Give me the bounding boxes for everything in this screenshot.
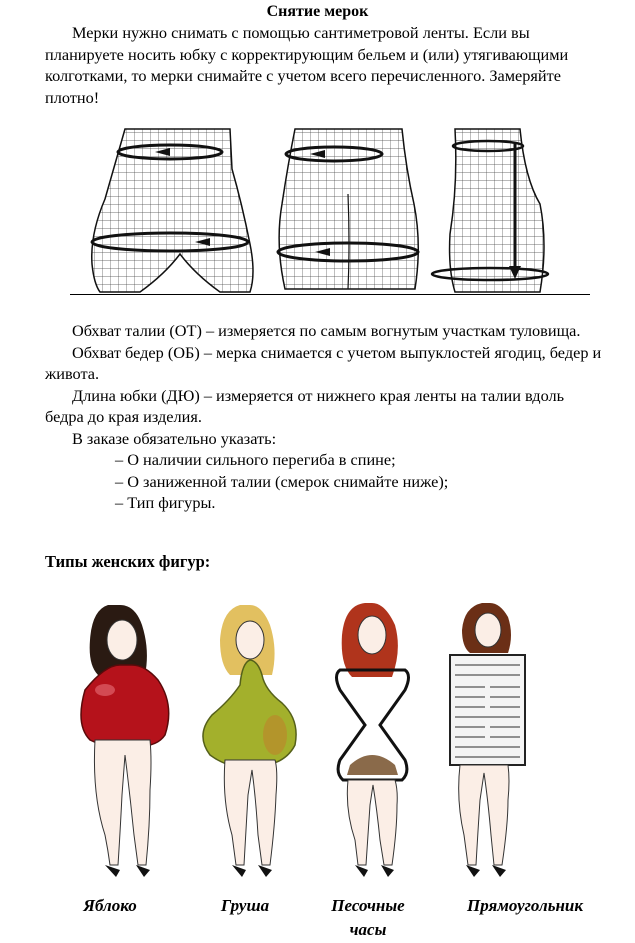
divider-line xyxy=(70,294,590,295)
apple-figure xyxy=(81,605,169,877)
caption-hourglass: Песочные часы xyxy=(331,896,405,939)
caption-apple: Яблоко xyxy=(83,896,137,915)
back-view-figure xyxy=(278,129,418,289)
order-item: – О заниженной талии (смерок снимайте ниже); xyxy=(115,471,449,491)
rectangle-figure xyxy=(450,603,525,877)
figure-types-heading: Типы женских фигур: xyxy=(45,552,211,571)
pear-figure xyxy=(203,605,296,877)
page-title: Снятие мерок xyxy=(266,3,369,20)
front-view-figure xyxy=(92,129,253,292)
caption-pear: Груша xyxy=(220,896,270,915)
intro-paragraph: Мерки нужно снимать с помощью сантиметровой ленты. Если вы планируете носить юбку с корректирующим бельем и (или) утягивающими колготками, то мерки снимайте с учетом всего перечисленного. Замеряйте плотно! xyxy=(45,23,569,107)
side-view-figure xyxy=(432,129,548,292)
order-item: – Тип фигуры. xyxy=(115,493,216,512)
hourglass-figure xyxy=(337,603,409,877)
measurement-illustrations xyxy=(70,124,590,296)
figure-types-illustration xyxy=(50,595,610,895)
measurement-instructions xyxy=(45,320,605,514)
order-note: В заказе обязательно указать: xyxy=(72,428,277,448)
order-item: – О наличии сильного перегиба в спине; xyxy=(115,450,396,469)
caption-rectangle: Прямоугольник xyxy=(467,896,583,915)
intro-block xyxy=(45,22,590,108)
measure-skirt-length: Длина юбки (ДЮ) – измеряется от нижнего края ленты на талии вдоль бедра до края изделия. xyxy=(45,385,565,426)
measure-waist: Обхват талии (ОТ) – измеряется по самым вогнутым участкам туловища. xyxy=(72,321,581,340)
measure-hips: Обхват бедер (ОБ) – мерка снимается с учетом выпуклостей ягодиц, бедер и живота. xyxy=(45,342,602,383)
